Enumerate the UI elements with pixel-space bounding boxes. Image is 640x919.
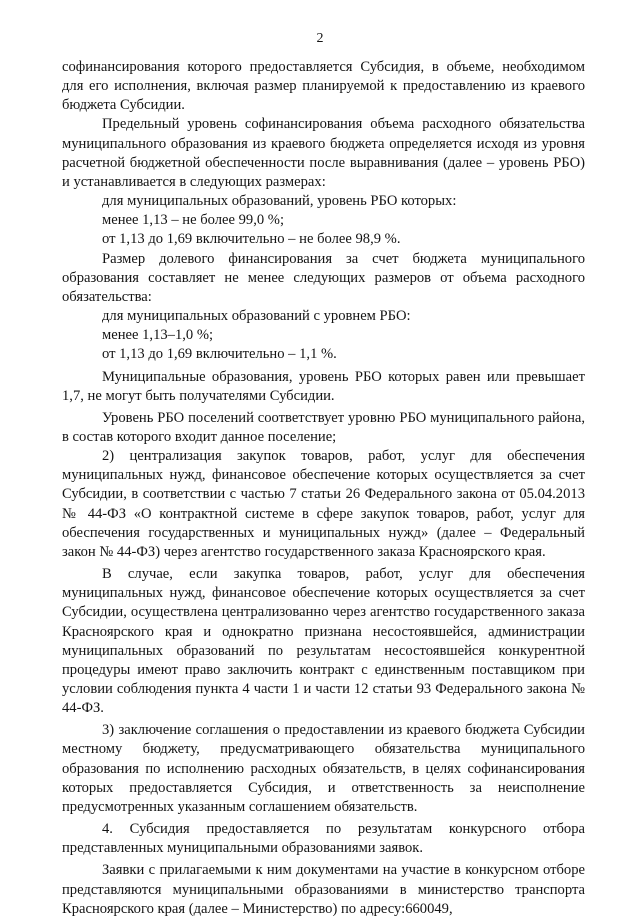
paragraph: Предельный уровень софинансирования объема расходного обязательства муниципального образования из краевого бюджета определяется исходя из уровня расчетной бюджетной обеспеченности после выравнивания (далее – уровень РБО) и устанавливается в следующих размерах:	[62, 116, 585, 190]
paragraph: для муниципальных образований с уровнем РБО:	[102, 308, 411, 325]
paragraph: для муниципальных образований, уровень РБО которых:	[102, 193, 457, 210]
paragraph: 2) централизация закупок товаров, работ, услуг для обеспечения муниципальных нужд, финансовое обеспечение которых осуществляется за счет Субсидии, в соответствии с частью 7 статьи 26 Федерального закона от 05.04.2013 № 44-ФЗ «О контрактной системе в сфере закупок товаров, работ, услуг для обеспечения государственных и муниципальных нужд» (далее – Федеральный закон № 44-ФЗ) через агентство государственного заказа Красноярского края.	[62, 448, 585, 560]
paragraph: софинансирования которого предоставляется Субсидия, в объеме, необходимом для его исполнения, включая размер планируемой к предоставлению из краевого бюджета Субсидии.	[62, 59, 585, 114]
paragraph: Уровень РБО поселений соответствует уровню РБО муниципального района, в состав которого входит данное поселение;	[62, 409, 585, 445]
page-number: 2	[316, 31, 324, 46]
paragraph: Заявки с прилагаемыми к ним документами на участие в конкурсном отборе представляются муниципальными образованиями в министерство транспорта Красноярского края (далее – Министерство) по адресу:660049,	[62, 862, 585, 917]
paragraph: В случае, если закупка товаров, работ, услуг для обеспечения муниципальных нужд, финансовое обеспечение которых осуществляется за счет Субсидии, осуществлена централизованно через агентство государственного заказа Красноярского края и однократно признана несостоявшейся, администрации муниципальных образований по результатам несостоявшейся конкурентной процедуры имеют право заключить контракт с единственным поставщиком при условии соблюдения пункта 4 части 1 и части 12 статьи 93 Федерального закона № 44-ФЗ.	[62, 566, 585, 717]
paragraph: 4. Субсидия предоставляется по результатам конкурсного отбора представленных муниципальными образованиями заявок.	[62, 821, 585, 857]
document-body	[62, 58, 585, 919]
paragraph: Муниципальные образования, уровень РБО которых равен или превышает 1,7, не могут быть получателями Субсидии.	[62, 368, 585, 404]
paragraph: менее 1,13 – не более 99,0 %;	[102, 212, 285, 229]
paragraph: 3) заключение соглашения о предоставлении из краевого бюджета Субсидии местному бюджету, предусматривающего обязательства муниципального образования по исполнению расходных обязательств, в целях софинансирования которых предоставляется Субсидия, и ответственность за неисполнение предусмотренных указанным соглашением обязательств.	[62, 722, 585, 815]
paragraph: Размер долевого финансирования за счет бюджета муниципального образования составляет не менее следующих размеров от объема расходного обязательства:	[62, 250, 585, 305]
paragraph: от 1,13 до 1,69 включительно – не более 98,9 %.	[102, 231, 401, 248]
paragraph: менее 1,13–1,0 %;	[102, 327, 214, 344]
paragraph: от 1,13 до 1,69 включительно – 1,1 %.	[102, 346, 337, 363]
